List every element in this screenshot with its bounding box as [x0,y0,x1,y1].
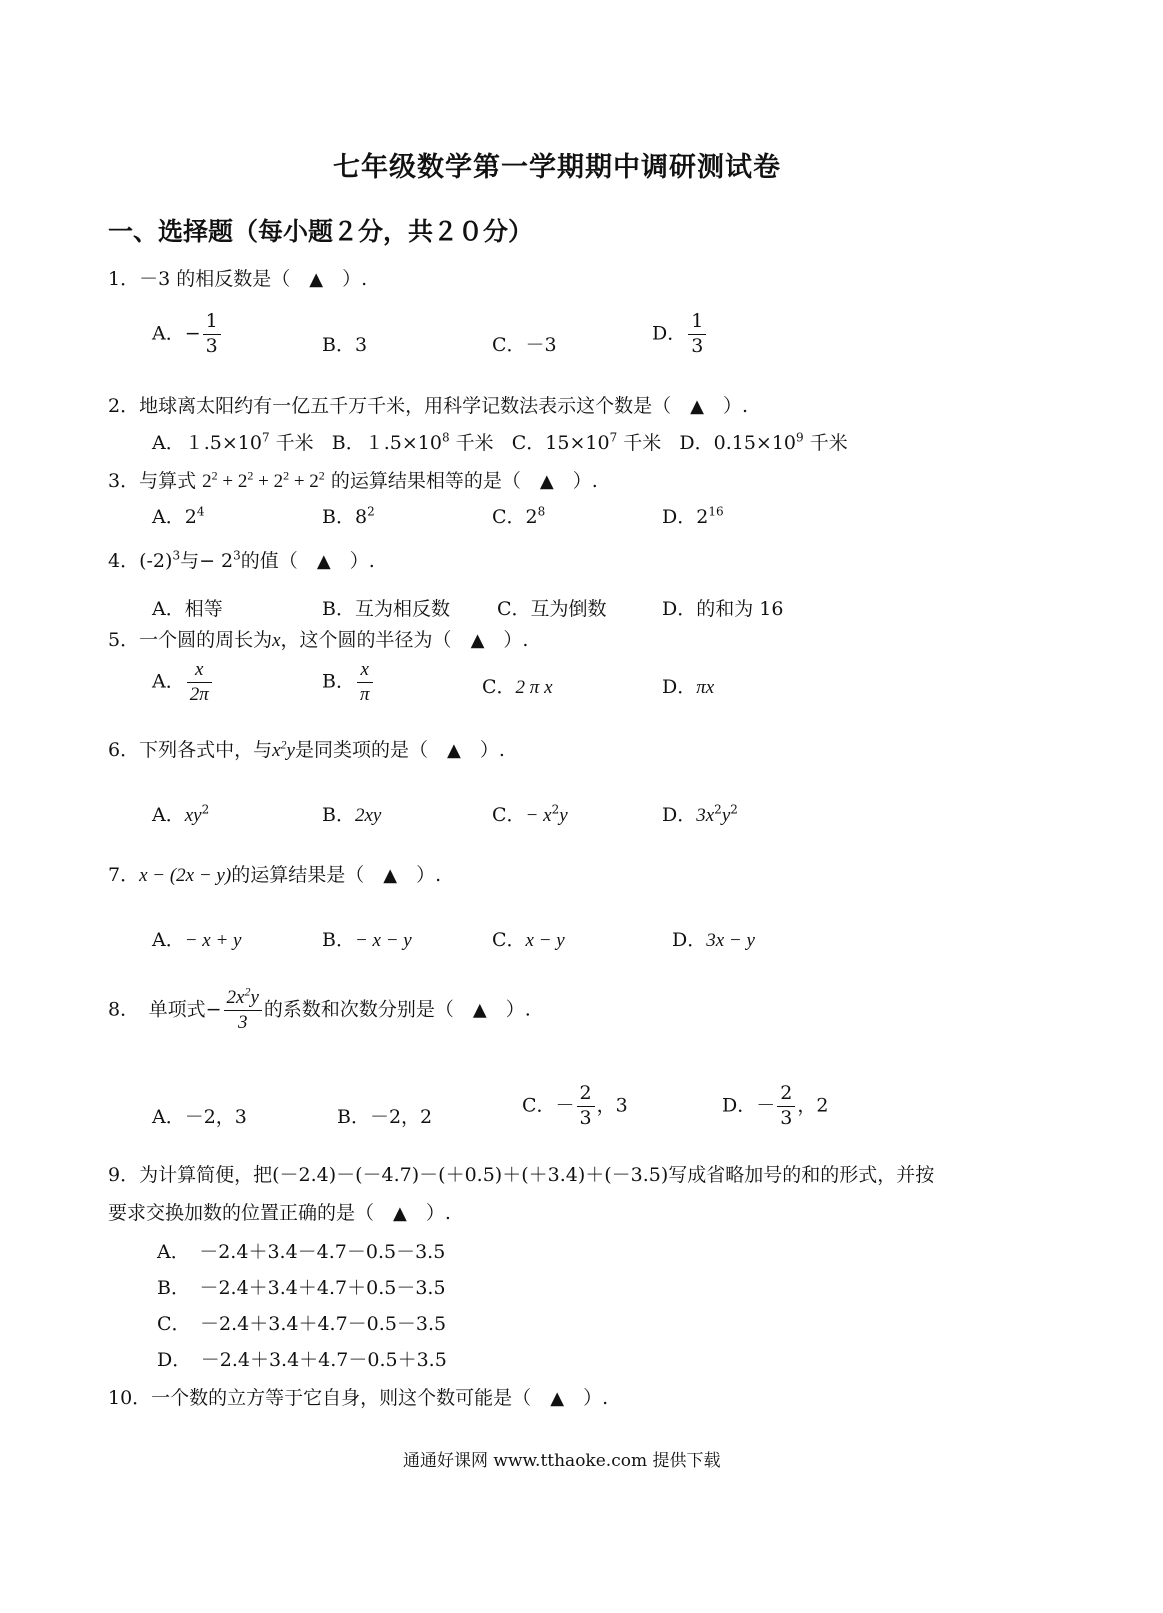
q5-option-a: A． $\frac{x}{2\pi}$ [152,660,214,705]
question-4: 4．$(-2)^3$与− $2^3$的值（ ▲ ）. [108,548,375,572]
question-7: 7．x − (2x − y)的运算结果是（ ▲ ）. [108,864,442,886]
q1-option-b: B．3 [322,334,368,356]
q3-option-c: C．$2^8$ [492,504,546,528]
answer-marker: ▲ [383,865,398,886]
q9-option-d: D． －2.4＋3.4＋4.7－0.5＋3.5 [157,1349,447,1371]
answer-marker: ▲ [447,740,461,761]
q7-option-c: C．x − y [492,929,565,951]
question-6: 6．下列各式中，与$x^2y$是同类项的是（ ▲ ）. [108,737,505,761]
q6-option-d: D．$3x^2y^2$ [662,802,738,826]
question-5: 5．一个圆的周长为x，这个圆的半径为（ ▲ ）. [108,629,529,651]
q2-options: A．$1.5\times 10^7$ 千米 B．$1.5\times 10^8$ 千米 C．$15\times 10^7$ 千米 D．$0.15\times 10^9$ 千米 [152,430,848,454]
q5-option-d: D．πx [662,676,715,698]
answer-marker: ▲ [690,396,704,417]
page-title: 七年级数学第一学期期中调研测试卷 [333,152,781,183]
q6-option-c: C．− $x^2y$ [492,802,568,826]
q9-option-c: C． －2.4＋3.4＋4.7－0.5－3.5 [157,1313,447,1335]
question-9-line-1: 9．为计算简便，把(－2.4)－(－4.7)－(＋0.5)＋(＋3.4)＋(－3.5)写成省略加号的和的形式，并按 [108,1164,935,1186]
q4-option-b: B．互为相反数 [322,598,450,620]
q6-option-b: B．2xy [322,804,382,826]
section-heading: 一、选择题（每小题２分，共２０分） [108,217,534,246]
answer-marker: ▲ [470,630,485,651]
q4-option-c: C．互为倒数 [497,598,607,620]
q3-option-d: D．$2^{16}$ [662,504,724,528]
question-10: 10．一个数的立方等于它自身，则这个数可能是（ ▲ ）. [108,1387,609,1409]
question-9-line-2: 要求交换加数的位置正确的是（ ▲ ）. [108,1202,451,1224]
q9-option-a: A． －2.4＋3.4－4.7－0.5－3.5 [157,1241,446,1263]
q8-option-a: A．－2，3 [152,1106,247,1128]
q7-option-b: B．− x − y [322,929,412,951]
q5-option-c: C．2 π x [482,676,553,698]
q5-option-b: B． $\frac{x}{\pi}$ [322,660,375,705]
q3-option-b: B．$8^2$ [322,504,375,528]
answer-marker: ▲ [539,471,554,492]
answer-marker: ▲ [316,551,331,572]
answer-marker: ▲ [309,269,324,290]
q4-option-a: A．相等 [152,598,223,620]
question-3: 3．与算式 $2^2 + 2^2 + 2^2 + 2^2$ 的运算结果相等的是（ ▲ ）. [108,468,598,492]
q6-option-a: A．$xy^2$ [152,802,210,826]
question-2: 2．地球离太阳约有一亿五千万千米，用科学记数法表示这个数是（ ▲ ）. [108,395,749,417]
q7-option-d: D．3x − y [672,929,755,951]
question-8: 8． 单项式− $\frac{2x^2y}{3}$ 的系数和次数分别是（ ▲ ）. [108,984,531,1033]
answer-marker: ▲ [550,1388,565,1409]
q9-option-b: B． －2.4＋3.4＋4.7＋0.5－3.5 [157,1277,446,1299]
page-footer: 通通好课网 www.tthaoke.com 提供下载 [403,1451,721,1471]
q8-option-c: C．－ $\frac{2}{3}$ ，3 [522,1082,628,1129]
q7-option-a: A．− x + y [152,929,242,951]
answer-marker: ▲ [393,1203,407,1224]
question-1: 1．－3 的相反数是（ ▲ ）. [108,268,368,290]
q8-option-b: B．－2，2 [337,1106,433,1128]
q4-option-d: D．的和为 16 [662,598,784,620]
q3-option-a: A．$2^4$ [152,504,205,528]
q1-option-d: D． $\frac{1}{3}$ [652,312,708,357]
q8-option-d: D．－ $\frac{2}{3}$ ，2 [722,1082,829,1129]
answer-marker: ▲ [472,999,487,1021]
q1-option-a: A．− $\frac{1}{3}$ [152,312,223,357]
q1-option-c: C．－3 [492,334,557,356]
